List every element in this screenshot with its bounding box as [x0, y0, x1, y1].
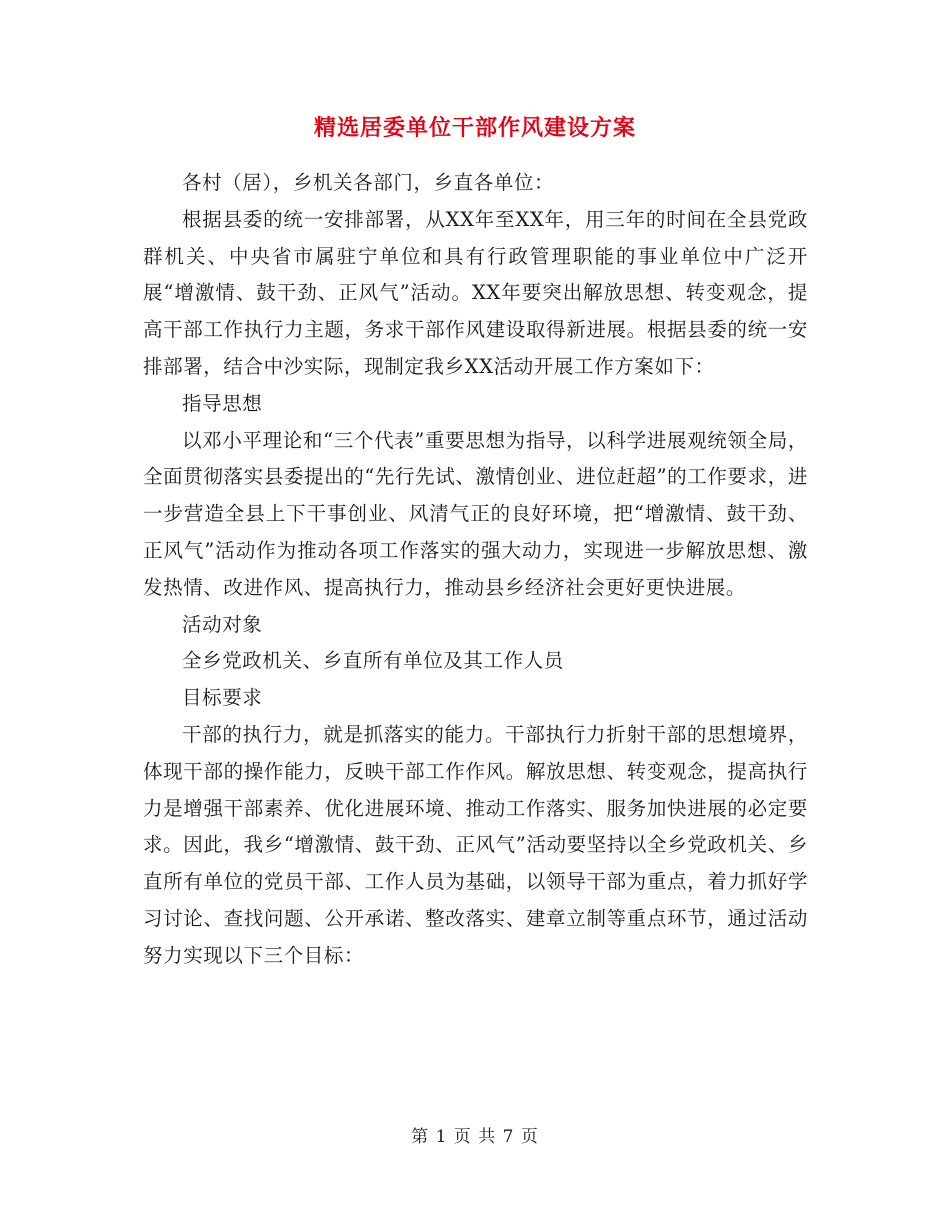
- salutation-paragraph: 各村（居），乡机关各部门，乡直各单位：: [182, 171, 555, 194]
- guiding-thought-paragraph: 以邓小平理论和“三个代表”重要思想为指导，以科学进展观统领全局，全面贯彻落实县委提出的“先行先试、激情创业、进位赶超”的工作要求，进一步营造全县上下干事创业、风清气正的良好环境，把“增激情、鼓干劲、正风气”活动作为推动各项工作落实的强大动力，实现进一步解放思想、激发热情、改进作风、提高执行力，推动县乡经济社会更好更快进展。: [143, 428, 808, 599]
- section-heading-activity-targets: 活动对象: [182, 612, 263, 636]
- goals-paragraph: 干部的执行力，就是抓落实的能力。干部执行力折射干部的思想境界，体现干部的操作能力，反映干部工作作风。解放思想、转变观念，提高执行力是增强干部素养、优化进展环境、推动工作落实、服务加快进展的必定要求。因此，我乡“增激情、鼓干劲、正风气”活动要坚持以全乡党政机关、乡直所有单位的党员干部、工作人员为基础，以领导干部为重点，着力抓好学习讨论、查找问题、公开承诺、整改落实、建章立制等重点环节，通过活动努力实现以下三个目标：: [143, 722, 808, 967]
- intro-paragraph: 根据县委的统一安排部署，从XX年至XX年，用三年的时间在全县党政群机关、中央省市属驻宁单位和具有行政管理职能的事业单位中广泛开展“增激情、鼓干劲、正风气”活动。XX年要突出解放思想、转变观念，提高干部工作执行力主题，务求干部作风建设取得新进展。根据县委的统一安排部署，结合中沙实际，现制定我乡XX活动开展工作方案如下：: [143, 207, 808, 378]
- page-number-label: 第 1 页 共 7 页: [411, 1127, 539, 1147]
- document-title: 精选居委单位干部作风建设方案: [313, 115, 636, 141]
- activity-targets-paragraph: 全乡党政机关、乡直所有单位及其工作人员: [182, 649, 564, 673]
- section-heading-guiding-thought: 指导思想: [182, 391, 263, 415]
- page-footer: [0, 1125, 950, 1149]
- document-body: [143, 165, 808, 975]
- section-heading-goals: 目标要求: [182, 686, 263, 710]
